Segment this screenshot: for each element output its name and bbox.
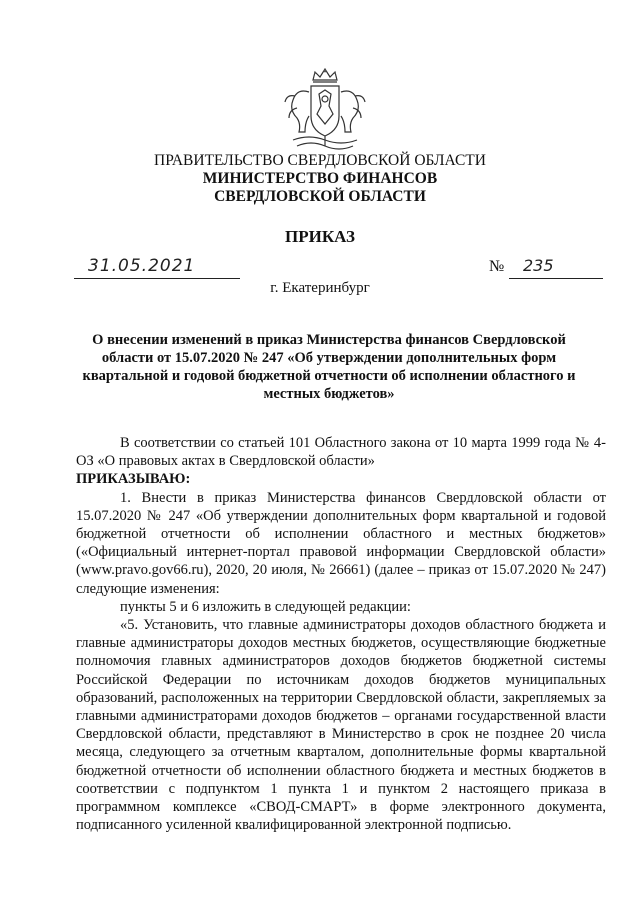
order-date-field [74, 256, 240, 279]
intro-paragraph: В соответствии со статьей 101 Областного закона от 10 марта 1999 года № 4-ОЗ «О правовых актах в Свердловской области» [76, 435, 606, 470]
coat-of-arms-icon [275, 66, 375, 156]
order-directive: ПРИКАЗЫВАЮ: [76, 471, 191, 488]
order-number: 235 [523, 256, 554, 275]
city-line: г. Екатеринбург [270, 280, 370, 296]
points-paragraph: пункты 5 и 6 изложить в следующей редакции: [120, 598, 411, 615]
document-title: ПРИКАЗ [285, 227, 355, 246]
order-number-label: № [489, 258, 505, 275]
document-body [76, 434, 606, 834]
region-name: СВЕРДЛОВСКОЙ ОБЛАСТИ [214, 188, 426, 205]
order-subject: О внесении изменений в приказ Министерства финансов Свердловской области от 15.07.2020 № 247 «Об утверждении дополнительных форм квартальной и годовой бюджетной отчетности об исполнении областного и местных бюджетов» [82, 332, 576, 402]
government-name: ПРАВИТЕЛЬСТВО СВЕРДЛОВСКОЙ ОБЛАСТИ [154, 152, 486, 169]
order-date: 31.05.2021 [88, 256, 196, 276]
order-number-field [509, 256, 603, 279]
point-5-paragraph: «5. Установить, что главные администраторы доходов областного бюджета и главные администраторы доходов местных бюджетов, осуществляющие бюджетные полномочия главных администраторов доходов бюджетов бюджетной системы Российской Федерации по источникам доходов бюджетов муниципальных образований, расположенных на территории Свердловской области, закрепляемых за главными администраторами доходов бюджетов – органами государственной власти Свердловской области, представляют в Министерство в срок не позднее 20 числа месяца, следующего за отчетным кварталом, дополнительные формы квартальной бюджетной отчетности об исполнении областного бюджета и местных бюджетов в соответствии с подпунктом 1 пункта 1 и пунктом 2 настоящего приказа в программном комплексе «СВОД-СМАРТ» в форме электронного документа, подписанного усиленной квалифицированной электронной подписью. [76, 617, 606, 834]
item-1-paragraph: 1. Внести в приказ Министерства финансов Свердловской области от 15.07.2020 № 247 «Об утверждении дополнительных форм квартальной и годовой бюджетной отчетности об исполнении областного и местных бюджетов» («Официальный интернет-портал правовой информации Свердловской области» (www.pravo.gov66.ru), 2020, 20 июля, № 26661) (далее – приказ от 15.07.2020 № 247) следующие изменения: [76, 489, 606, 597]
ministry-name: МИНИСТЕРСТВО ФИНАНСОВ [202, 170, 438, 187]
